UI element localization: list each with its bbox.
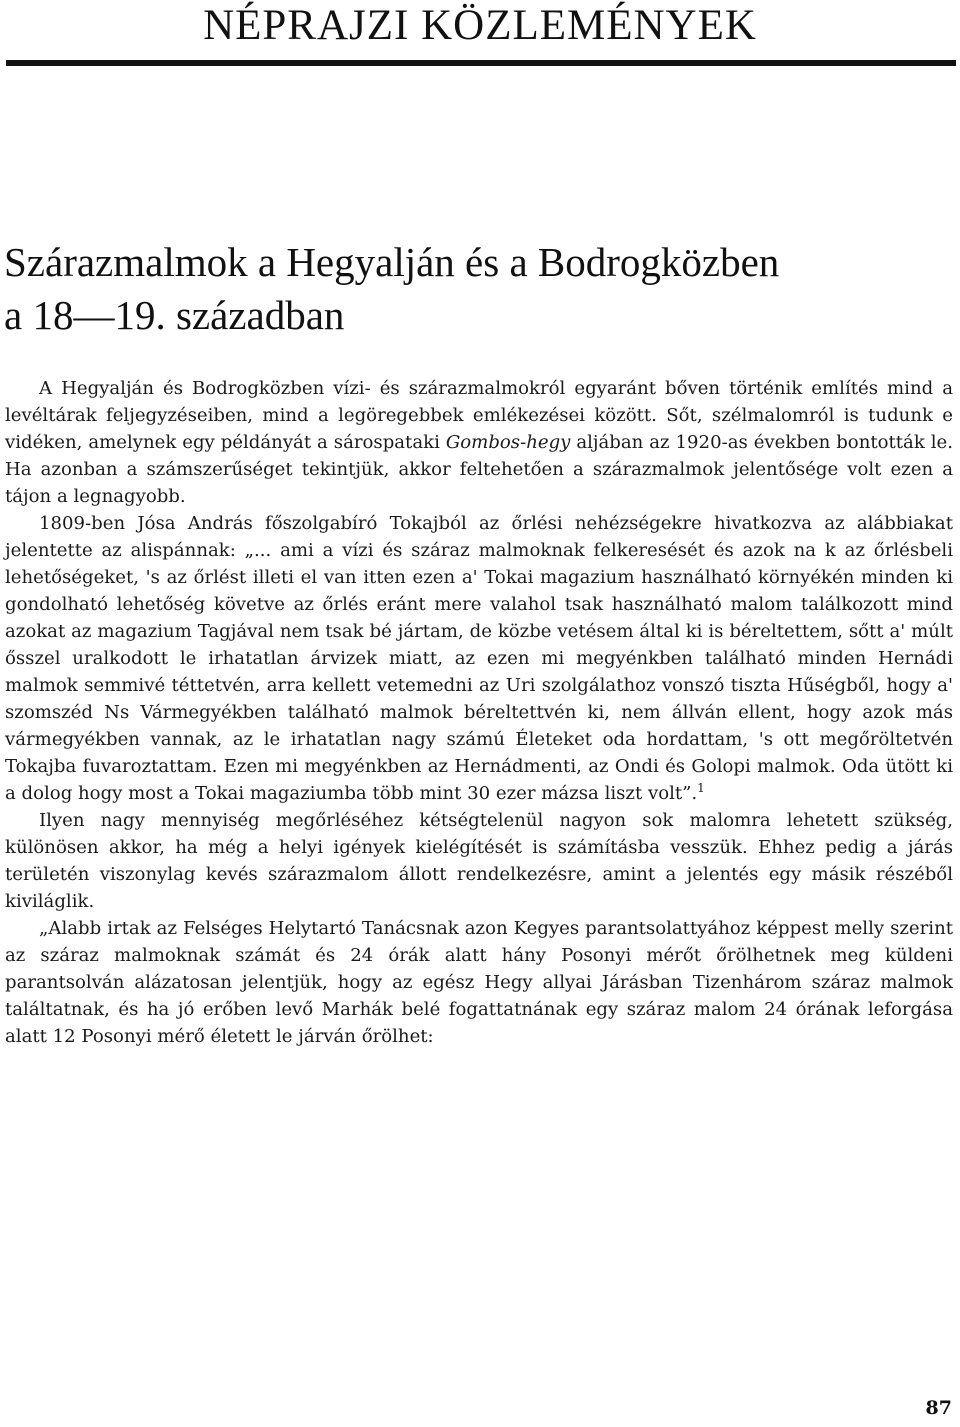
article-body xyxy=(5,375,953,1050)
article-title-line-2: a 18—19. században xyxy=(4,292,345,338)
article-title xyxy=(4,236,954,342)
paragraph-1-text-b: aljában az 1920-as években bontották le. Ha azonban a számszerűséget tekintjük, akkor feltehetően a szárazmalmok jelentősége volt ezen a tájon a legnagyobb. xyxy=(5,432,953,507)
paragraph-2-text: 1809-ben Jósa András főszolgabíró Tokajból az őrlési nehézségekre hivatkozva az alábbiakat jelentette az alispánnak: „... ami a vízi és száraz malmoknak felkeresését és azok na k az őrlésbeli lehetőségeket, 's az őrlést illeti el van itten ezen a' Tokai magazium használható környékén minden ki gondolható lehetőség követve az őrlés eránt mere valahol tsak használható malom találkozott mind azokat az magazium Tagjával nem tsak bé jártam, de közbe vetésem által ki is béreltettem, sőtt a' múlt ősszel uralkodott le irhatatlan árvizek miatt, az ezen mi megyénkben található minden Hernádi malmok semmivé téttetvén, arra kellett vetemedni az Uri szolgálathoz vonszó tiszta Hűségből, hogy a' szomszéd Ns Vármegyékben található malmok béreltettvén ki, nem állván ellent, hogy azok más vármegyékben vannak, az le irhatatlan nagy számú Életeket oda hordattam, 's ott megőröltetvén Tokajba fuvaroztattam. Ezen mi megyénkben az Hernádmenti, az Ondi és Golopi malmok. Oda ütött ki a dolog hogy most a Tokai magaziumba több mint 30 ezer mázsa liszt volt”. xyxy=(5,513,953,804)
article-title-line-1: Szárazmalmok a Hegyalján és a Bodrogközben xyxy=(4,239,780,285)
header-rule xyxy=(6,60,956,66)
paragraph-1-italic-place: Gombos-hegy xyxy=(445,432,571,453)
paragraph-2 xyxy=(5,510,953,807)
paragraph-3: Ilyen nagy mennyiség megőrléséhez kétségtelenül nagyon sok malomra lehetett szükség, különösen akkor, ha még a helyi igények kielégítését is számításba vesszük. Ehhez pedig a járás területén viszonylag kevés szárazmalom állott rendelkezésre, amint a jelentés egy másik részéből kiviláglik. xyxy=(5,810,953,912)
page-number: 87 xyxy=(925,1397,952,1419)
footnote-marker: 1 xyxy=(697,780,705,795)
paragraph-1-text-a: A Hegyalján és Bodrogközben vízi- és szárazmalmokról egyaránt bőven történik említés mind a levéltárak feljegyzéseiben, mind a legöregebbek emlékezései között. Sőt, szélmalomról is tudunk e vidéken, amelynek egy példányát a sárospataki xyxy=(5,378,953,453)
paragraph-1 xyxy=(5,375,953,510)
journal-section-title: NÉPRAJZI KÖZLEMÉNYEK xyxy=(203,2,757,49)
paragraph-4: „Alabb irtak az Felséges Helytartó Tanácsnak azon Kegyes parantsolattyához képpest melly szerint az száraz malmoknak számát és 24 órák alatt hány Posonyi mérőt őrölhetnek meg küldeni parantsolván alázatosan jelentjük, hogy az egész Hegy allyai Járásban Tizenhárom száraz malmok találtatnak, és ha jó erőben levő Marhák belé fogattatnának egy száraz malom 24 órának leforgása alatt 12 Posonyi mérő életett le járván őrölhet: xyxy=(5,918,953,1047)
